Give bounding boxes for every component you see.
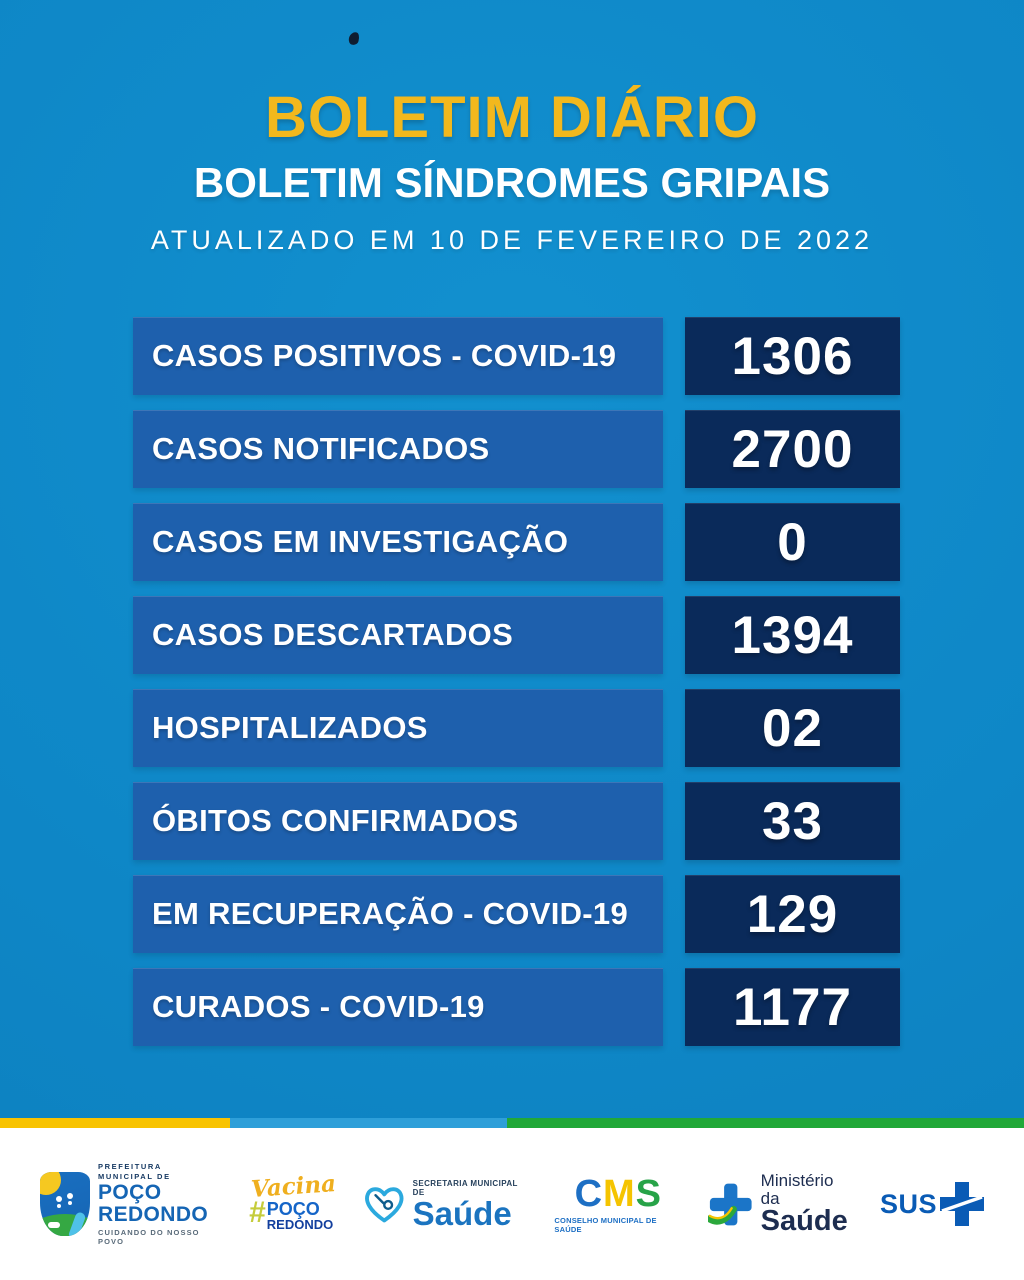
stat-label-box bbox=[133, 503, 663, 581]
prefeitura-city-line1: POÇO bbox=[98, 1181, 162, 1205]
cms-caption: CONSELHO MUNICIPAL DE SAÚDE bbox=[554, 1215, 657, 1234]
stat-value-box bbox=[685, 875, 900, 953]
stat-value-box bbox=[685, 317, 900, 395]
ms-cross-icon bbox=[708, 1181, 753, 1228]
stat-label-box bbox=[133, 875, 663, 953]
stat-label-box bbox=[133, 782, 663, 860]
stat-label: CURADOS - COVID-19 bbox=[152, 989, 485, 1024]
stat-label: CASOS EM INVESTIGAÇÃO bbox=[152, 524, 569, 559]
poster-subtitle: BOLETIM SÍNDROMES GRIPAIS bbox=[193, 159, 831, 206]
prefeitura-city-line2: REDONDO bbox=[98, 1202, 209, 1226]
stat-label-box bbox=[133, 968, 663, 1046]
ministerio-line1: Ministério da bbox=[760, 1170, 834, 1208]
footer-logos bbox=[0, 1128, 1024, 1280]
prefeitura-dept-line1: PREFEITURA bbox=[98, 1161, 162, 1171]
vacina-script-text: Vacina bbox=[250, 1170, 337, 1203]
vacina-city-line1: POÇO bbox=[266, 1199, 320, 1220]
stat-value-box bbox=[685, 689, 900, 767]
stat-label-box bbox=[133, 689, 663, 767]
tricolor-stripe bbox=[0, 1118, 1024, 1128]
cms-letter-s: S bbox=[635, 1172, 663, 1215]
stat-row-notificados bbox=[133, 410, 900, 488]
stat-value: 129 bbox=[746, 884, 839, 944]
stat-value-box bbox=[685, 782, 900, 860]
sus-cross-icon bbox=[940, 1182, 984, 1226]
stat-row-recuperacao bbox=[133, 875, 900, 953]
stat-label-box bbox=[133, 410, 663, 488]
coat-of-arms-icon bbox=[40, 1172, 90, 1236]
secretaria-saude-logo bbox=[362, 1178, 528, 1232]
stat-value: 0 bbox=[777, 512, 808, 572]
stat-label-box bbox=[133, 317, 663, 395]
ministerio-line2: Saúde bbox=[760, 1205, 848, 1238]
stats-table bbox=[133, 317, 900, 1061]
prefeitura-dept-line2: MUNICIPAL DE bbox=[98, 1172, 171, 1182]
cms-logo bbox=[554, 1172, 682, 1234]
prefeitura-text bbox=[98, 1162, 223, 1246]
stripe-yellow-segment bbox=[0, 1118, 230, 1128]
stat-label: CASOS POSITIVOS - COVID-19 bbox=[152, 338, 617, 373]
header bbox=[0, 0, 1024, 256]
stat-row-curados bbox=[133, 968, 900, 1046]
prefeitura-slogan: CUIDANDO DO NOSSO POVO bbox=[98, 1228, 200, 1247]
cms-letter-c: C bbox=[574, 1172, 604, 1215]
sus-label: SUS bbox=[879, 1188, 937, 1219]
stat-label: CASOS DESCARTADOS bbox=[152, 617, 514, 652]
stat-value: 33 bbox=[762, 791, 823, 851]
stripe-green-segment bbox=[507, 1118, 1024, 1128]
stat-value: 1306 bbox=[731, 326, 854, 386]
stat-label: EM RECUPERAÇÃO - COVID-19 bbox=[152, 896, 628, 931]
hashtag-icon: # bbox=[249, 1196, 266, 1230]
stat-row-obitos bbox=[133, 782, 900, 860]
vacina-city-line2: REDONDO bbox=[266, 1217, 334, 1233]
stat-value-box bbox=[685, 596, 900, 674]
stat-value: 1177 bbox=[733, 977, 852, 1037]
cms-letters bbox=[574, 1172, 663, 1215]
stat-value-box bbox=[685, 410, 900, 488]
cms-letter-m: M bbox=[603, 1172, 636, 1215]
stat-label: CASOS NOTIFICADOS bbox=[152, 431, 490, 466]
stat-label: ÓBITOS CONFIRMADOS bbox=[152, 803, 519, 838]
stripe-blue-segment bbox=[230, 1118, 507, 1128]
stat-value: 02 bbox=[762, 698, 823, 758]
stat-row-investigacao bbox=[133, 503, 900, 581]
stat-row-descartados bbox=[133, 596, 900, 674]
poster-title: BOLETIM DIÁRIO bbox=[264, 85, 760, 150]
stat-value-box bbox=[685, 968, 900, 1046]
stat-label-box bbox=[133, 596, 663, 674]
stat-row-positivos bbox=[133, 317, 900, 395]
stat-label: HOSPITALIZADOS bbox=[152, 710, 428, 745]
stat-value-box bbox=[685, 503, 900, 581]
secretaria-name: Saúde bbox=[412, 1194, 512, 1232]
sus-logo bbox=[880, 1182, 984, 1226]
ministerio-saude-logo bbox=[708, 1172, 854, 1237]
stat-value: 2700 bbox=[731, 419, 854, 479]
heart-stethoscope-icon bbox=[362, 1181, 407, 1227]
prefeitura-logo bbox=[40, 1162, 223, 1246]
vacina-campaign-logo bbox=[249, 1170, 337, 1233]
updated-date: ATUALIZADO EM 10 DE FEVEREIRO DE 2022 bbox=[150, 225, 874, 255]
stat-value: 1394 bbox=[731, 605, 854, 665]
secretaria-overline: SECRETARIA MUNICIPAL DE bbox=[412, 1178, 518, 1197]
stat-row-hospitalizados bbox=[133, 689, 900, 767]
